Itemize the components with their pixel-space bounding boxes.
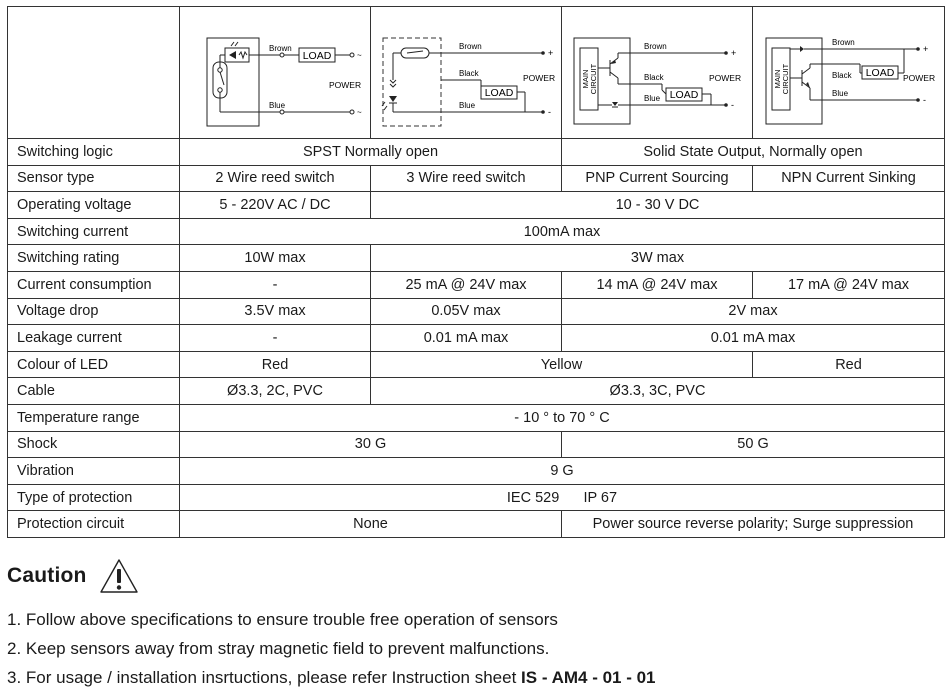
row-leakage-current — [8, 325, 945, 352]
cell-value: - 10 ° to 70 ° C — [180, 404, 945, 431]
brown-wire-label: Brown — [644, 41, 667, 51]
cell-value: - — [180, 271, 371, 298]
wiring-diagram-2-wire — [180, 7, 371, 139]
blue-wire-label: Blue — [459, 100, 476, 110]
caution-list — [7, 605, 656, 692]
row-label: Cable — [8, 378, 180, 405]
cell-value: 0.01 mA max — [371, 325, 562, 352]
power-label: POWER — [902, 72, 935, 83]
minus-terminal: - — [922, 94, 926, 105]
main-label: MAIN — [772, 69, 782, 88]
caution-item: 2. Keep sensors away from stray magnetic field to prevent malfunctions. — [7, 639, 550, 658]
plus-terminal: + — [922, 43, 928, 54]
cell-value: Ø3.3, 2C, PVC — [180, 378, 371, 405]
row-label: Colour of LED — [8, 351, 180, 378]
brown-wire-label: Brown — [269, 43, 292, 53]
plus-terminal: + — [731, 47, 737, 58]
minus-terminal: - — [731, 99, 734, 110]
warning-icon — [99, 558, 139, 594]
load-label: LOAD — [865, 66, 894, 79]
cell-value: 17 mA @ 24V max — [753, 271, 945, 298]
ac-symbol: ~ — [357, 50, 362, 60]
reed-switch-3-wire-diagram — [375, 18, 557, 128]
row-current-consumption — [8, 271, 945, 298]
diagram-row — [8, 7, 945, 139]
row-label: Switching logic — [8, 139, 180, 166]
row-label: Voltage drop — [8, 298, 180, 325]
spec-table — [7, 6, 945, 538]
row-label: Leakage current — [8, 325, 180, 352]
row-label: Protection circuit — [8, 511, 180, 538]
row-sensor-type — [8, 165, 945, 192]
row-label: Type of protection — [8, 484, 180, 511]
wiring-diagram-npn — [753, 7, 945, 139]
row-operating-voltage — [8, 192, 945, 219]
brown-wire-label: Brown — [459, 41, 482, 51]
cell-value: Ø3.3, 3C, PVC — [371, 378, 945, 405]
cell-value: PNP Current Sourcing — [562, 165, 753, 192]
wiring-diagram-3-wire — [371, 7, 562, 139]
row-switching-current — [8, 218, 945, 245]
cell-value: IEC 529 IP 67 — [180, 484, 945, 511]
cell-value: Solid State Output, Normally open — [562, 139, 945, 166]
cell-value: 3.5V max — [180, 298, 371, 325]
main-label: MAIN — [581, 69, 590, 88]
cell-value: 3 Wire reed switch — [371, 165, 562, 192]
row-label: Temperature range — [8, 404, 180, 431]
row-label: Vibration — [8, 458, 180, 485]
blue-wire-label: Blue — [269, 100, 286, 110]
row-switching-logic — [8, 139, 945, 166]
row-type-of-protection — [8, 484, 945, 511]
blue-wire-label: Blue — [831, 88, 848, 98]
brown-wire-label: Brown — [831, 37, 855, 47]
cell-value: 50 G — [562, 431, 945, 458]
cell-value: 0.01 mA max — [562, 325, 945, 352]
cell-value: 0.05V max — [371, 298, 562, 325]
power-label: POWER — [523, 72, 556, 83]
row-label: Switching current — [8, 218, 180, 245]
row-label: Switching rating — [8, 245, 180, 272]
load-label: LOAD — [669, 88, 699, 101]
caution-item: 1. Follow above specifications to ensure trouble free operation of sensors — [7, 610, 558, 629]
row-shock — [8, 431, 945, 458]
minus-terminal: - — [548, 106, 551, 117]
cell-value: Power source reverse polarity; Surge suppression — [562, 511, 945, 538]
cell-value: Yellow — [371, 351, 753, 378]
pnp-diagram — [566, 18, 748, 128]
cell-value: 30 G — [180, 431, 562, 458]
black-wire-label: Black — [644, 72, 664, 82]
row-vibration — [8, 458, 945, 485]
row-label: Shock — [8, 431, 180, 458]
caution-item-text: 3. For usage / installation insrtuctions, please refer Instruction sheet — [7, 668, 522, 687]
cell-value: Red — [180, 351, 371, 378]
black-wire-label: Black — [459, 68, 479, 78]
blue-wire-label: Blue — [644, 93, 661, 103]
instruction-sheet-code: IS - AM4 - 01 - 01 — [521, 668, 656, 687]
power-label: POWER — [709, 72, 742, 83]
cell-value: SPST Normally open — [180, 139, 562, 166]
circuit-label: CIRCUIT — [589, 63, 598, 94]
row-colour-of-led — [8, 351, 945, 378]
cell-value: 100mA max — [180, 218, 945, 245]
row-label: Operating voltage — [8, 192, 180, 219]
cell-value: None — [180, 511, 562, 538]
row-switching-rating — [8, 245, 945, 272]
cell-value: 2V max — [562, 298, 945, 325]
cell-value: 10 - 30 V DC — [371, 192, 945, 219]
caution-item — [7, 663, 656, 692]
row-temperature-range — [8, 404, 945, 431]
load-label: LOAD — [484, 86, 514, 99]
black-wire-label: Black — [831, 70, 852, 80]
row-label: Sensor type — [8, 165, 180, 192]
caution-header — [7, 556, 139, 596]
cell-value: - — [180, 325, 371, 352]
ac-symbol: ~ — [357, 107, 362, 117]
cell-value: 9 G — [180, 458, 945, 485]
row-cable — [8, 378, 945, 405]
cell-value: 3W max — [371, 245, 945, 272]
circuit-label: CIRCUIT — [780, 63, 790, 94]
power-label: POWER — [329, 79, 362, 90]
npn-diagram — [758, 18, 940, 128]
reed-switch-2-wire-diagram — [189, 18, 361, 128]
row-voltage-drop — [8, 298, 945, 325]
cell-value: 10W max — [180, 245, 371, 272]
plus-terminal: + — [548, 47, 554, 58]
row-protection-circuit — [8, 511, 945, 538]
caution-title: Caution — [7, 564, 87, 587]
cell-value: 5 - 220V AC / DC — [180, 192, 371, 219]
row-label: Current consumption — [8, 271, 180, 298]
wiring-diagram-pnp — [562, 7, 753, 139]
cell-value: 25 mA @ 24V max — [371, 271, 562, 298]
cell-value: NPN Current Sinking — [753, 165, 945, 192]
corner-cell — [8, 7, 180, 139]
cell-value: 2 Wire reed switch — [180, 165, 371, 192]
cell-value: 14 mA @ 24V max — [562, 271, 753, 298]
cell-value: Red — [753, 351, 945, 378]
load-label: LOAD — [302, 49, 332, 62]
